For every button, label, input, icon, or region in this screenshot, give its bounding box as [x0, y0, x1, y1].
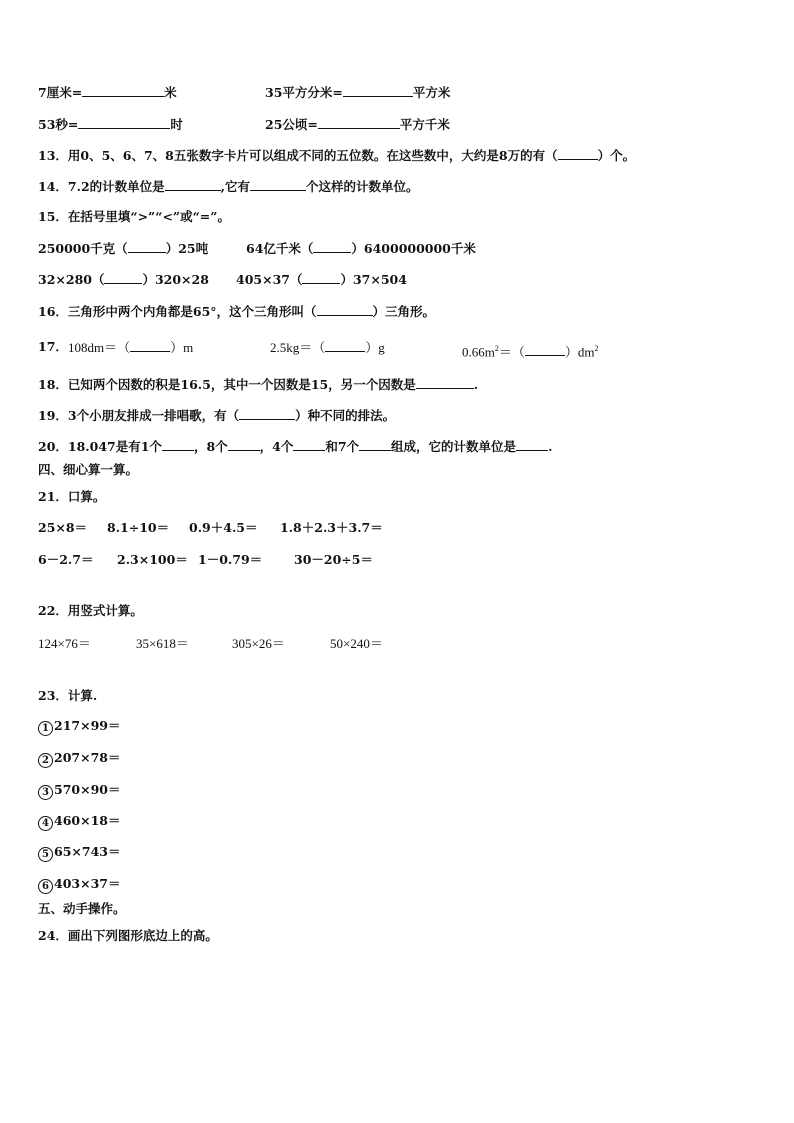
question-text: 13．用0、5、6、7、8五张数字卡片可以组成不同的五位数。在这些数中，大约是8万的有（ [38, 148, 558, 163]
conversion-left: 7厘米= [38, 85, 83, 100]
calc-expression: 570×90＝ [54, 782, 121, 797]
calc-item-5 [38, 844, 120, 862]
superscript: 2 [494, 344, 499, 353]
calc-expression: 217×99＝ [54, 718, 121, 733]
unit-conversion [462, 341, 599, 360]
compare-right: ）320×28 [142, 272, 209, 287]
calc-item-6 [38, 876, 120, 894]
answer-blank[interactable] [165, 178, 221, 191]
vertical-calc-item: 305×26＝ [232, 636, 285, 651]
oral-calc-item: 2.3×100＝ [117, 552, 188, 567]
oral-calc-item: 1.8＋2.3＋3.7＝ [280, 520, 383, 535]
vertical-calc-item: 35×618＝ [136, 636, 189, 651]
answer-blank[interactable] [128, 240, 166, 253]
answer-blank[interactable] [162, 438, 194, 451]
answer-blank[interactable] [317, 303, 373, 316]
calc-expression: 403×37＝ [54, 876, 121, 891]
circled-number: 1 [38, 721, 53, 736]
circled-number: 5 [38, 847, 53, 862]
section-title: 五、动手操作。 [38, 901, 126, 916]
compare-right: ）6400000000千米 [351, 241, 476, 256]
oral-calc-item: 0.9＋4.5＝ [189, 520, 258, 535]
calc-item-2 [38, 750, 120, 768]
answer-blank[interactable] [318, 116, 400, 129]
question-20 [38, 438, 552, 455]
question-tail: . [548, 439, 553, 454]
conversion-mid: ＝（ [498, 344, 525, 360]
question-text: 个这样的计数单位。 [306, 179, 419, 194]
question-text: 16．三角形中两个内角都是65°，这个三角形叫（ [38, 304, 317, 319]
conversion-left: 108dm＝（ [68, 340, 131, 355]
answer-blank[interactable] [302, 271, 340, 284]
question-number: 17． [38, 339, 68, 354]
conversion-left: 53秒= [38, 117, 79, 132]
question-tail: ）种不同的排法。 [295, 408, 396, 423]
conversion-unit: 平方米 [412, 85, 451, 100]
conversion-unit: ）g [365, 340, 385, 355]
conversion-dm2-to-m2 [265, 84, 450, 101]
compare-right: ）25吨 [165, 241, 209, 256]
question-14 [38, 178, 419, 195]
circled-number: 3 [38, 785, 53, 800]
answer-blank[interactable] [250, 178, 306, 191]
vertical-calc-item: 50×240＝ [330, 636, 383, 651]
unit-conversion [270, 339, 385, 356]
oral-calc-item: 25×8＝ [38, 520, 88, 535]
section-title: 四、细心算一算。 [38, 462, 139, 477]
oral-calc-item: 1－0.79＝ [198, 552, 263, 567]
conversion-unit: 平方千米 [399, 117, 450, 132]
calc-expression: 460×18＝ [54, 813, 121, 828]
question-text: 组成，它的计数单位是 [391, 439, 517, 454]
circled-number: 6 [38, 879, 53, 894]
conversion-unit: ）m [170, 340, 194, 355]
answer-blank[interactable] [516, 438, 548, 451]
answer-blank[interactable] [130, 339, 170, 352]
question-text: 18．已知两个因数的积是16.5，其中一个因数是15，另一个因数是 [38, 377, 416, 392]
compare-item [246, 240, 476, 257]
superscript: 2 [594, 344, 599, 353]
conversion-unit: ）dm [564, 344, 595, 360]
question-text: 19．3个小朋友排成一排唱歌，有（ [38, 408, 240, 423]
question-text: 20．18.047是有1个 [38, 439, 162, 454]
answer-blank[interactable] [228, 438, 260, 451]
question-19 [38, 407, 395, 424]
calc-item-3 [38, 782, 120, 800]
question-text: 22．用竖式计算。 [38, 603, 143, 618]
compare-left: 405×37（ [236, 272, 303, 287]
question-24 [38, 928, 218, 944]
answer-blank[interactable] [82, 84, 164, 97]
calc-item-1 [38, 718, 120, 736]
question-tail: . [473, 377, 479, 392]
compare-left: 32×280（ [38, 272, 105, 287]
answer-blank[interactable] [325, 339, 365, 352]
answer-blank[interactable] [104, 271, 142, 284]
circled-number: 4 [38, 816, 53, 831]
question-text: ，4个 [259, 439, 294, 454]
conversion-left: 0.66m [462, 344, 495, 360]
question-text: 24．画出下列图形底边上的高。 [38, 928, 218, 943]
question-text: ，8个 [193, 439, 228, 454]
answer-blank[interactable] [343, 84, 413, 97]
compare-item [38, 240, 208, 257]
conversion-left: 35平方分米= [265, 85, 343, 100]
conversion-left: 25公顷= [265, 117, 318, 132]
compare-right: ）37×504 [340, 272, 407, 287]
oral-calc-item: 6－2.7＝ [38, 552, 94, 567]
calc-expression: 65×743＝ [54, 844, 121, 859]
question-text: 和7个 [325, 439, 360, 454]
answer-blank[interactable] [78, 116, 170, 129]
calc-expression: 207×78＝ [54, 750, 121, 765]
question-16 [38, 303, 435, 320]
calc-item-4 [38, 813, 120, 831]
conversion-left: 2.5kg＝（ [270, 340, 326, 355]
answer-blank[interactable] [293, 438, 325, 451]
unit-conversion [68, 339, 193, 356]
oral-calc-item: 30－20÷5＝ [294, 552, 373, 567]
question-15-title [38, 209, 230, 225]
question-text: ,它有 [220, 179, 251, 194]
vertical-calc-item: 124×76＝ [38, 636, 91, 651]
compare-left: 64亿千米（ [246, 241, 314, 256]
answer-blank[interactable] [359, 438, 391, 451]
question-22-title [38, 603, 143, 619]
question-18 [38, 376, 478, 393]
compare-item [236, 271, 407, 288]
question-17 [38, 339, 599, 360]
answer-blank[interactable] [313, 240, 351, 253]
answer-blank[interactable] [416, 376, 474, 389]
question-text: 14．7.2的计数单位是 [38, 179, 165, 194]
question-tail: ）三角形。 [372, 304, 436, 319]
question-text: 15．在括号里填“>”“<”或“=”。 [38, 209, 230, 224]
conversion-s-to-h [38, 116, 183, 133]
compare-left: 250000千克（ [38, 241, 128, 256]
oral-calc-item: 8.1÷10＝ [107, 520, 170, 535]
answer-blank[interactable] [239, 407, 295, 420]
question-text: 23．计算. [38, 688, 98, 703]
conversion-unit: 时 [170, 117, 183, 132]
conversion-cm-to-m [38, 84, 177, 101]
compare-item [38, 271, 209, 288]
question-tail: ）个。 [597, 148, 636, 163]
answer-blank[interactable] [525, 343, 565, 356]
question-23-title [38, 688, 97, 704]
section-heading-5 [38, 901, 126, 917]
question-text: 21．口算。 [38, 489, 106, 504]
question-21-title [38, 489, 105, 505]
conversion-ha-to-km2 [265, 116, 450, 133]
answer-blank[interactable] [558, 147, 598, 160]
section-heading-4 [38, 462, 138, 478]
question-13 [38, 147, 635, 164]
circled-number: 2 [38, 753, 53, 768]
conversion-unit: 米 [164, 85, 177, 100]
